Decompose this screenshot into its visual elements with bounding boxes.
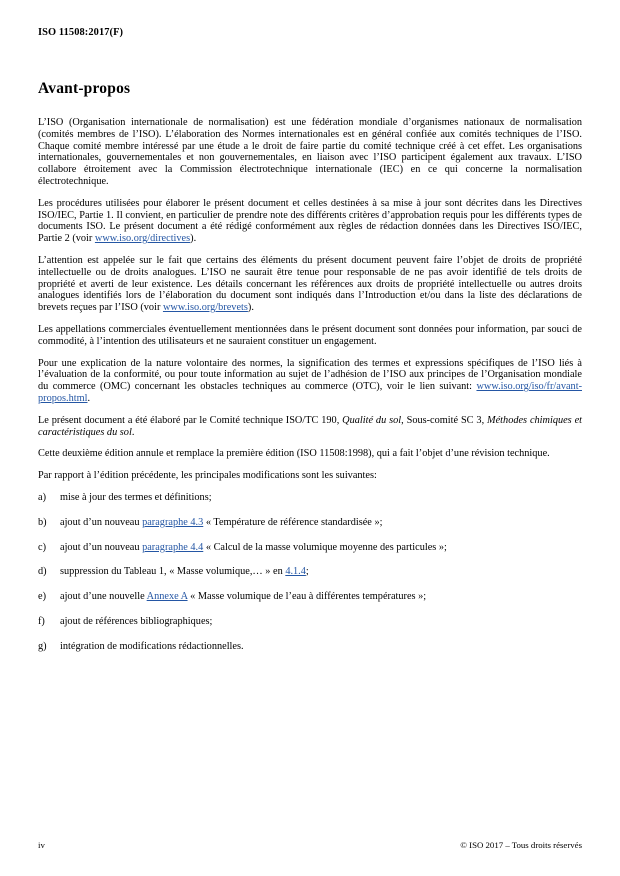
list-item-a xyxy=(38,492,582,504)
link-avant-propos[interactable]: www.iso.org/iso/fr/avant-propos.html xyxy=(38,381,582,404)
list-text-run: suppression du Tableau 1, « Masse volumique,… » en xyxy=(60,566,286,578)
paragraph-procedures xyxy=(38,198,582,245)
list-marker: g) xyxy=(38,640,47,652)
link-annexe-a[interactable]: Annexe A xyxy=(146,591,188,603)
paragraph-text: Les procédures utilisées pour élaborer le présent document et celles destinées à sa mise à jour sont décrites dans les Directives ISO/IEC, Partie 1. Il convient, en particulier de prendre note des différents critères d’approbation requis pour les différents types de documents ISO. Le présent document a été rédigé conformément aux règles de rédaction données dans les Directives ISO/IEC, Partie 2 (voir xyxy=(38,197,582,245)
list-text xyxy=(60,591,582,603)
paragraph-text: ). xyxy=(190,233,197,245)
list-text-run: ajout d’un nouveau xyxy=(60,516,143,528)
list-marker: b) xyxy=(38,516,47,528)
link-iso-brevets[interactable]: www.iso.org/brevets xyxy=(162,302,248,314)
list-text xyxy=(60,517,582,529)
link-iso-directives[interactable]: www.iso.org/directives xyxy=(94,233,191,245)
list-marker: e) xyxy=(38,591,46,603)
modifications-list xyxy=(38,492,582,653)
list-text-run: mise à jour des termes et définitions; xyxy=(60,491,212,503)
link-paragraphe-4-3[interactable]: paragraphe 4.3 xyxy=(142,516,204,528)
link-paragraphe-4-4[interactable]: paragraphe 4.4 xyxy=(142,541,204,553)
paragraph-text: ). xyxy=(247,302,254,314)
copyright-notice: © ISO 2017 – Tous droits réservés xyxy=(460,840,582,850)
list-text-run: « Température de référence standardisée »; xyxy=(203,516,383,528)
list-item-c xyxy=(38,542,582,554)
list-text-run: ajout d’un nouveau xyxy=(60,541,143,553)
list-text-run: « Calcul de la masse volumique moyenne des particules »; xyxy=(203,541,447,553)
paragraph-wto xyxy=(38,358,582,405)
list-text-run: « Masse volumique de l’eau à différentes températures »; xyxy=(187,591,427,603)
paragraph-patents xyxy=(38,255,582,314)
list-item-d xyxy=(38,566,582,578)
list-text xyxy=(60,542,582,554)
page-footer xyxy=(38,840,582,850)
page-number: iv xyxy=(38,840,45,850)
paragraph-committee xyxy=(38,415,582,439)
list-marker: d) xyxy=(38,566,47,578)
list-item-f xyxy=(38,616,582,628)
list-text-run: ajout de références bibliographiques; xyxy=(60,615,213,627)
list-text xyxy=(60,641,582,653)
paragraph-text: Pour une explication de la nature volontaire des normes, la signification des termes et expressions spécifiques de l’ISO liés à l’évaluation de la conformité, ou pour toute information au sujet de l’adhésion de l’ISO aux principes de l’Organisation mondiale du commerce (OMC) concernant les obstacles techniques au commerce (OTC), voir le lien suivant: xyxy=(38,357,582,393)
link-section-4-1-4[interactable]: 4.1.4 xyxy=(285,566,306,578)
list-item-e xyxy=(38,591,582,603)
paragraph-trade-names xyxy=(38,324,582,348)
document-reference: ISO 11508:2017(F) xyxy=(38,27,124,38)
paragraph-text: . xyxy=(131,426,135,438)
list-text-run: intégration de modifications rédactionnelles. xyxy=(60,640,244,652)
list-text xyxy=(60,566,582,578)
list-text xyxy=(60,492,582,504)
page-title: Avant-propos xyxy=(38,80,131,97)
paragraph-text: L’attention est appelée sur le fait que certains des éléments du présent document peuvent faire l’objet de droits de propriété intellectuelle ou de droits analogues. L’ISO ne saurait être tenue pour responsable de ne pas avoir identifié de tels droits de propriété et averti de leur existence. Les détails concernant les références aux droits de propriété intellectuelle ou autres droits analogues identifiés lors de l’élaboration du document sont indiqués dans l’Introduction et/ou dans la liste des déclarations de brevets reçues par l’ISO (voir xyxy=(38,254,582,314)
subcommittee-name-italic: Méthodes chimiques et caractéristiques du sol xyxy=(38,414,583,438)
list-text-run: ajout d’une nouvelle xyxy=(60,591,147,603)
list-text-run: ; xyxy=(305,566,309,578)
list-item-g xyxy=(38,641,582,653)
paragraph-text: Les appellations commerciales éventuellement mentionnées dans le présent document sont données pour information, par souci de commodité, à l’intention des utilisateurs et ne sauraient constituer un engagement. xyxy=(38,323,582,347)
paragraph-text: Cette deuxième édition annule et remplace la première édition (ISO 11508:1998), qui a fait l’objet d’une révision technique. xyxy=(38,448,550,460)
paragraph-modifications-intro xyxy=(38,470,582,482)
paragraph-edition xyxy=(38,448,582,460)
committee-name-italic: Qualité du sol xyxy=(342,414,402,426)
list-marker: f) xyxy=(38,615,45,627)
paragraph-text: Par rapport à l’édition précédente, les principales modifications sont les suivantes: xyxy=(38,470,377,482)
paragraph-iso-intro xyxy=(38,117,582,188)
list-text xyxy=(60,616,582,628)
list-marker: a) xyxy=(38,491,46,503)
list-marker: c) xyxy=(38,541,46,553)
paragraph-text: Le présent document a été élaboré par le Comité technique ISO/TC 190, xyxy=(38,414,343,426)
paragraph-text: L’ISO (Organisation internationale de normalisation) est une fédération mondiale d’organismes nationaux de normalisation (comités membres de l’ISO). L’élaboration des Normes internationales est en général confiée aux comités techniques de l’ISO. Chaque comité membre intéressé par une étude a le droit de faire partie du comité technique créé à cet effet. Les organisations internationales, gouvernementales et non gouvernementales, en liaison avec l’ISO participent également aux travaux. L’ISO collabore étroitement avec la Commission électrotechnique internationale (IEC) en ce qui concerne la normalisation électrotechnique. xyxy=(38,117,582,187)
paragraph-text: , Sous-comité SC 3, xyxy=(401,414,488,426)
paragraph-text: . xyxy=(87,392,91,404)
list-item-b xyxy=(38,517,582,529)
